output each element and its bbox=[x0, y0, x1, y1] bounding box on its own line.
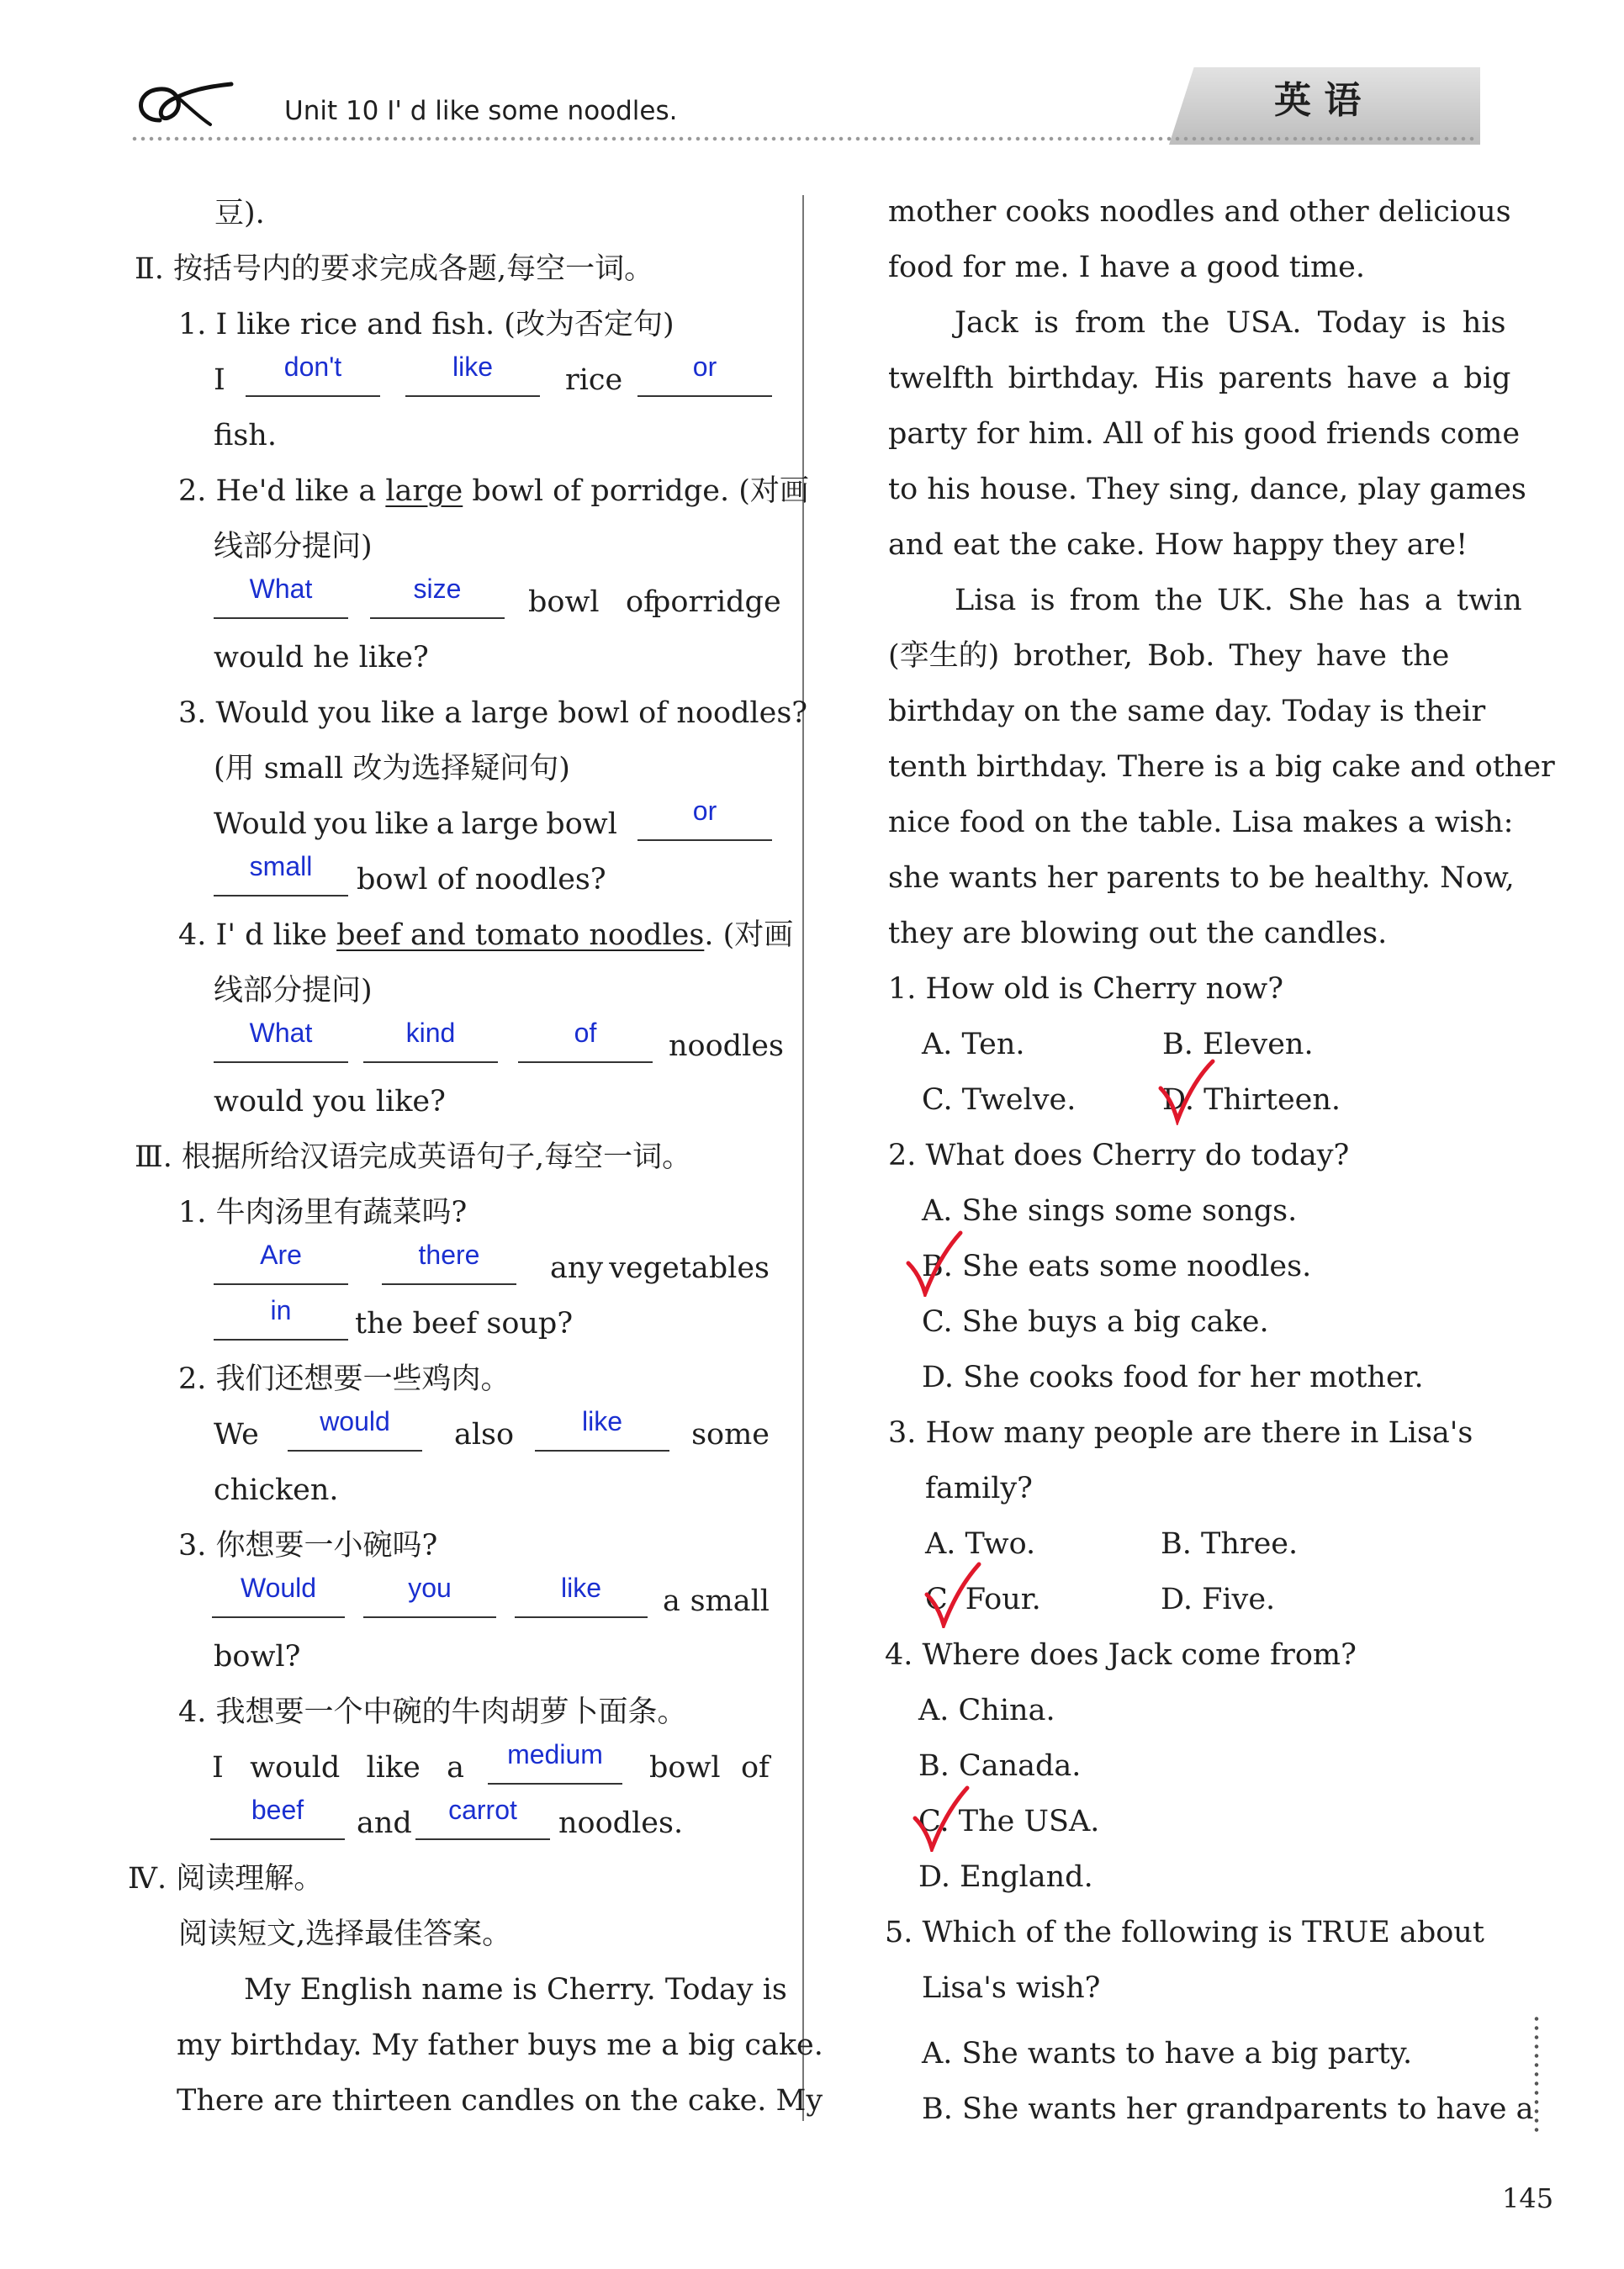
s3-q4-blank2 bbox=[210, 1838, 345, 1840]
s2-q2-word-porridge: porridge bbox=[652, 585, 781, 619]
s2-q1-blank2 bbox=[405, 395, 540, 397]
rq2-option-b: B. She eats some noodles. bbox=[922, 1250, 1312, 1283]
header-subject: 英 语 bbox=[1274, 79, 1362, 122]
s2-q3-stem-line2: (用 small 改为选择疑问句) bbox=[214, 752, 570, 785]
rq5-stem: 5. Which of the following is TRUE about bbox=[885, 1916, 1484, 1949]
s3-q4-word-bowl: bowl bbox=[649, 1751, 721, 1785]
s2-q2-underlined: large bbox=[385, 474, 463, 508]
s3-q4-word-and: and bbox=[357, 1806, 412, 1840]
s3-q2-word-also: also bbox=[454, 1418, 515, 1452]
passage-p2-line4: to his house. They sing, dance, play games bbox=[888, 473, 1526, 506]
passage-p1-line5: food for me. I have a good time. bbox=[888, 251, 1365, 284]
s2-q2-answer1: What bbox=[249, 574, 313, 604]
s2-q3-stem: 3. Would you like a large bowl of noodles? bbox=[178, 696, 808, 730]
s3-q2-answer2: like bbox=[581, 1406, 622, 1436]
rq2-check-mark bbox=[905, 1230, 964, 1297]
s2-q2-blank1 bbox=[214, 617, 348, 619]
s2-q4-blank1 bbox=[214, 1061, 348, 1063]
s3-q1-line3: the beef soup? bbox=[355, 1307, 574, 1341]
s2-q1-word-fish: fish. bbox=[214, 419, 277, 452]
top-fragment: 豆). bbox=[214, 197, 265, 230]
s2-q3-line3: Would you like a large bowl bbox=[214, 807, 617, 841]
rq4-option-a: A. China. bbox=[918, 1694, 1055, 1727]
s3-q1-answer1: Are bbox=[260, 1240, 302, 1270]
header-dotted-rule bbox=[130, 135, 1476, 143]
s3-q4-line2-start: I would like a bbox=[212, 1751, 464, 1785]
s2-q2-stem: 2. He'd like a large bowl of porridge. (对画 bbox=[178, 474, 809, 508]
s3-q2-blank1 bbox=[288, 1450, 422, 1452]
s2-q2-blank2 bbox=[370, 617, 505, 619]
s3-q2-answer1: would bbox=[320, 1406, 390, 1436]
passage-p2-line1: Jack is from the USA. Today is his bbox=[955, 306, 1506, 340]
header-unit-title: Unit 10 I' d like some noodles. bbox=[284, 96, 678, 126]
s3-q1-stem: 1. 牛肉汤里有蔬菜吗? bbox=[178, 1196, 468, 1230]
s2-q3-answer2: small bbox=[249, 851, 313, 881]
s3-q3-answer1: Would bbox=[240, 1573, 317, 1603]
s2-q3-line4: bowl of noodles? bbox=[357, 863, 606, 896]
rq2-option-a: A. She sings some songs. bbox=[922, 1194, 1298, 1228]
s3-q4-word-noodles: noodles. bbox=[558, 1806, 684, 1840]
s3-q1-blank3 bbox=[214, 1339, 348, 1341]
passage-p3-line2: (孪生的) brother, Bob. They have the bbox=[888, 639, 1450, 673]
s3-q2-blank2 bbox=[535, 1450, 669, 1452]
rq4-stem: 4. Where does Jack come from? bbox=[885, 1638, 1357, 1672]
s3-q1-blank1 bbox=[214, 1283, 348, 1285]
rq3-option-a: A. Two. bbox=[925, 1527, 1036, 1561]
s2-q1-blank1 bbox=[246, 395, 380, 397]
passage-p3-line6: she wants her parents to be healthy. Now, bbox=[888, 861, 1515, 895]
s3-q4-word-of: of bbox=[740, 1751, 770, 1785]
s3-q4-answer2: beef bbox=[251, 1795, 304, 1825]
s2-q4-stem: 4. I' d like beef and tomato noodles. (对画 bbox=[178, 918, 794, 952]
rq2-stem: 2. What does Cherry do today? bbox=[888, 1139, 1350, 1172]
passage-p3-line3: birthday on the same day. Today is their bbox=[888, 695, 1486, 728]
rq3-stem: 3. How many people are there in Lisa's bbox=[888, 1416, 1473, 1450]
s2-q4-stem-line2: 线部分提问) bbox=[214, 974, 373, 1008]
rq4-option-d: D. England. bbox=[918, 1860, 1093, 1894]
s3-q4-answer1: medium bbox=[507, 1739, 603, 1769]
s2-q4-blank2 bbox=[363, 1061, 498, 1063]
passage-p3-line1: Lisa is from the UK. She has a twin bbox=[955, 584, 1522, 617]
rq1-option-c: C. Twelve. bbox=[922, 1083, 1076, 1117]
s2-q4-line4: would you like? bbox=[214, 1085, 446, 1119]
passage-p1-line3: There are thirteen candles on the cake. My bbox=[177, 2084, 823, 2118]
passage-p1-line1: My English name is Cherry. Today is bbox=[244, 1973, 787, 2007]
s3-q2-word-we: We bbox=[214, 1418, 259, 1452]
page-number: 145 bbox=[1502, 2182, 1554, 2214]
section4-heading: Ⅳ. 阅读理解。 bbox=[128, 1862, 324, 1896]
rq4-check-mark bbox=[912, 1785, 971, 1852]
rq1-option-d: D. Thirteen. bbox=[1162, 1083, 1341, 1117]
s2-q4-answer1: What bbox=[249, 1018, 313, 1048]
s3-q2-stem: 2. 我们还想要一些鸡肉。 bbox=[178, 1362, 510, 1396]
s3-q3-line3: bowl? bbox=[214, 1640, 301, 1674]
s2-q3-blank2 bbox=[214, 895, 348, 896]
rq3-check-mark bbox=[923, 1561, 982, 1628]
rq5-option-b: B. She wants her grandparents to have a bbox=[922, 2092, 1534, 2126]
s3-q3-word-small: small bbox=[690, 1584, 770, 1618]
s3-q1-word-vegetables: vegetables bbox=[609, 1251, 770, 1285]
margin-dots bbox=[1533, 2014, 1540, 2132]
s2-q2-answer2: size bbox=[413, 574, 462, 604]
passage-p2-line3: party for him. All of his good friends come bbox=[888, 417, 1521, 451]
s3-q4-blank1 bbox=[488, 1783, 622, 1785]
s3-q4-stem: 4. 我想要一个中碗的牛肉胡萝卜面条。 bbox=[178, 1695, 687, 1729]
s2-q2-line4: would he like? bbox=[214, 641, 429, 674]
section3-heading: Ⅲ. 根据所给汉语完成英语句子,每空一词。 bbox=[135, 1140, 692, 1174]
rq3-option-c: C. Four. bbox=[925, 1583, 1041, 1616]
s2-q4-answer2: kind bbox=[405, 1018, 456, 1048]
s2-q2-word-of: of bbox=[626, 585, 655, 619]
s3-q2-line3: chicken. bbox=[214, 1473, 339, 1507]
rq4-option-c: C. The USA. bbox=[918, 1805, 1100, 1838]
s3-q1-blank2 bbox=[382, 1283, 516, 1285]
s3-q3-blank2 bbox=[363, 1616, 496, 1618]
s2-q1-word-i: I bbox=[214, 363, 225, 397]
s2-q3-blank1 bbox=[637, 839, 772, 841]
s2-q1-word-rice: rice bbox=[565, 363, 623, 397]
s3-q3-word-a: a bbox=[663, 1584, 680, 1618]
s3-q3-answer3: like bbox=[560, 1573, 601, 1603]
rq4-option-b: B. Canada. bbox=[918, 1749, 1082, 1783]
s3-q4-answer3: carrot bbox=[448, 1795, 517, 1825]
s2-q4-underlined: beef and tomato noodles bbox=[336, 918, 705, 952]
header-swirl-logo bbox=[126, 74, 235, 133]
rq5-stem-line2: Lisa's wish? bbox=[922, 1971, 1101, 2005]
s2-q1-blank3 bbox=[637, 395, 772, 397]
s2-q4-answer3: of bbox=[574, 1018, 597, 1048]
passage-p3-line4: tenth birthday. There is a big cake and other bbox=[888, 750, 1555, 784]
passage-p2-line2: twelfth birthday. His parents have a big bbox=[888, 362, 1511, 395]
section4-instruction: 阅读短文,选择最佳答案。 bbox=[178, 1917, 512, 1951]
s2-q2-word-bowl: bowl bbox=[528, 585, 600, 619]
rq1-check-mark bbox=[1157, 1058, 1216, 1125]
s2-q4-blank3 bbox=[518, 1061, 653, 1063]
rq2-option-c: C. She buys a big cake. bbox=[922, 1305, 1269, 1339]
passage-p2-line5: and eat the cake. How happy they are! bbox=[888, 528, 1468, 562]
s2-q3-answer1: or bbox=[692, 796, 717, 826]
s2-q4-word-noodles: noodles bbox=[669, 1029, 784, 1063]
s3-q3-blank3 bbox=[515, 1616, 648, 1618]
s3-q3-answer2: you bbox=[408, 1573, 452, 1603]
passage-p1-line2: my birthday. My father buys me a big cake. bbox=[177, 2028, 823, 2062]
s2-q1-stem: 1. I like rice and fish. (改为否定句) bbox=[178, 308, 674, 341]
s3-q3-stem: 3. 你想要一小碗吗? bbox=[178, 1529, 438, 1563]
passage-p3-line7: they are blowing out the candles. bbox=[888, 917, 1388, 950]
passage-p1-line4: mother cooks noodles and other delicious bbox=[888, 195, 1511, 229]
s3-q3-blank1 bbox=[212, 1616, 345, 1618]
s3-q1-word-any: any bbox=[550, 1251, 604, 1285]
rq1-option-b: B. Eleven. bbox=[1162, 1028, 1314, 1061]
s3-q2-word-some: some bbox=[691, 1418, 770, 1452]
s2-q1-answer3: or bbox=[692, 352, 717, 382]
s3-q4-blank3 bbox=[415, 1838, 550, 1840]
rq1-option-a: A. Ten. bbox=[922, 1028, 1025, 1061]
rq1-stem: 1. How old is Cherry now? bbox=[888, 972, 1284, 1006]
rq5-option-a: A. She wants to have a big party. bbox=[922, 2037, 1413, 2071]
s2-q1-answer1: don't bbox=[283, 352, 342, 382]
s2-q2-stem-line2: 线部分提问) bbox=[214, 530, 373, 563]
section2-heading: Ⅱ. 按括号内的要求完成各题,每空一词。 bbox=[135, 252, 654, 286]
s3-q1-answer3: in bbox=[270, 1295, 292, 1325]
s2-q1-answer2: like bbox=[452, 352, 493, 382]
passage-p3-line5: nice food on the table. Lisa makes a wish: bbox=[888, 806, 1514, 839]
rq3-option-b: B. Three. bbox=[1161, 1527, 1299, 1561]
rq3-option-d: D. Five. bbox=[1161, 1583, 1276, 1616]
s3-q1-answer2: there bbox=[418, 1240, 480, 1270]
rq3-stem-line2: family? bbox=[925, 1472, 1033, 1505]
rq2-option-d: D. She cooks food for her mother. bbox=[922, 1361, 1424, 1394]
